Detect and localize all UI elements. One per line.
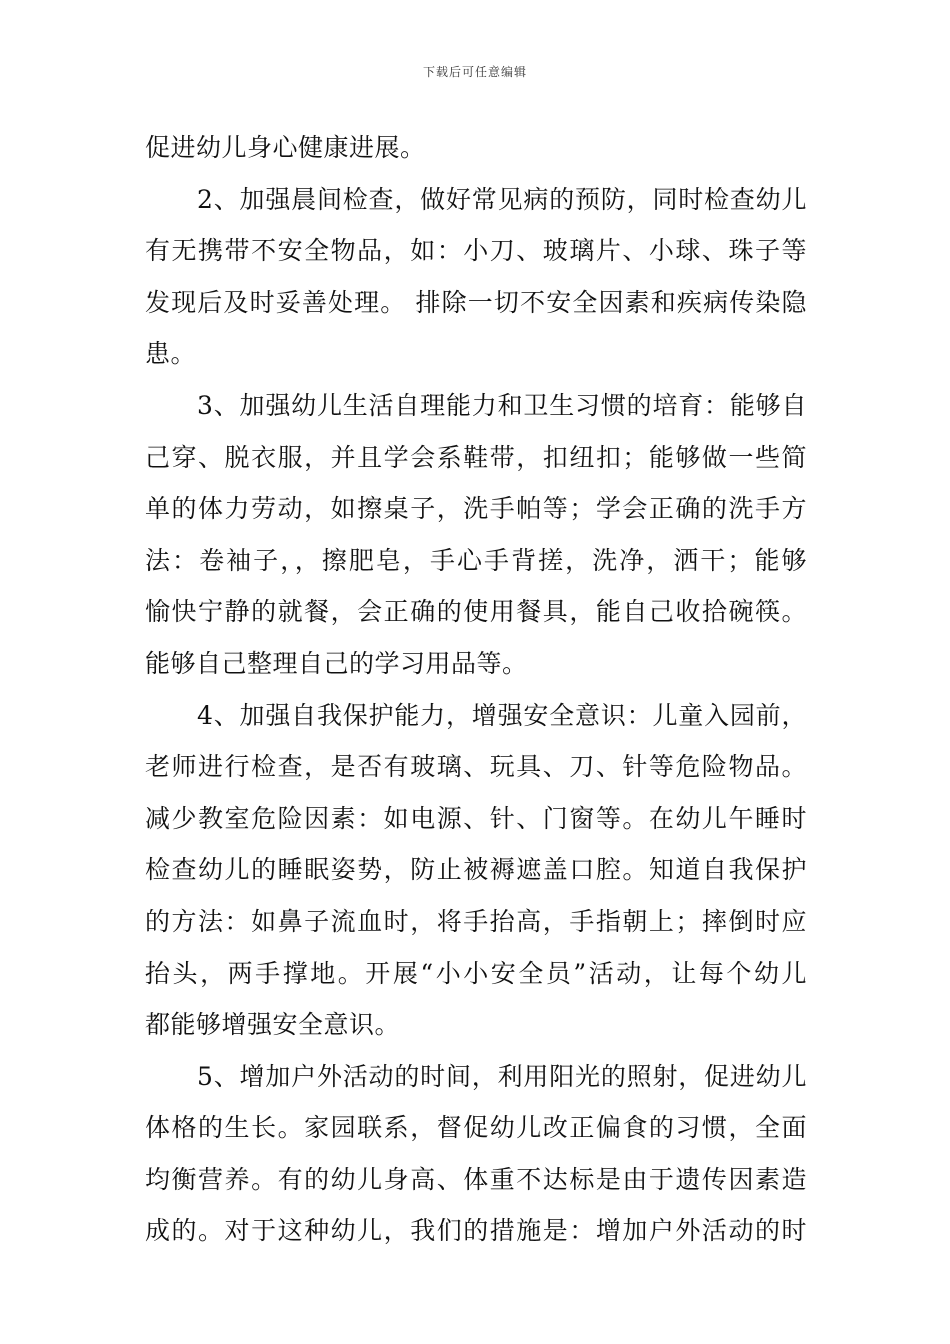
text-line: 愉快宁静的就餐，会正确的使用餐具，能自己收拾碗筷。 [145,597,807,627]
text-line: 患。 [145,339,197,369]
text-line: 单的体力劳动，如擦桌子，洗手帕等；学会正确的洗手方 [145,494,807,524]
text-line: 己穿、脱衣服，并且学会系鞋带，扣纽扣；能够做一些简 [145,442,807,472]
header-note: 下载后可任意编辑 [422,65,527,79]
text-line: 有无携带不安全物品，如：小刀、玻璃片、小球、珠子等 [145,236,807,266]
text-line: 成的。对于这种幼儿，我们的措施是：增加户外活动的时 [145,1216,807,1246]
text-line: 法：卷袖子，，擦肥皂，手心手背搓，洗净，洒干；能够 [145,545,807,575]
text-line: 减少教室危险因素：如电源、针、门窗等。在幼儿午睡时 [145,803,807,833]
text-line: 4、加强自我保护能力，增强安全意识：儿童入园前， [197,700,807,730]
text-line: 均衡营养。有的幼儿身高、体重不达标是由于遗传因素造 [145,1164,807,1194]
text-line: 能够自己整理自己的学习用品等。 [145,648,528,678]
body-text [145,122,807,1257]
text-line: 发现后及时妥善处理。 排除一切不安全因素和疾病传染隐 [145,287,807,317]
text-line: 2、加强晨间检查，做好常见病的预防，同时检查幼儿 [197,184,807,214]
text-line: 5、增加户外活动的时间，利用阳光的照射，促进幼儿 [197,1061,807,1091]
text-line: 促进幼儿身心健康进展。 [145,133,426,162]
text-line: 老师进行检查，是否有玻璃、玩具、刀、针等危险物品。 [145,752,807,782]
text-line: 都能够增强安全意识。 [145,1010,401,1040]
text-line: 3、加强幼儿生活自理能力和卫生习惯的培育：能够自 [197,390,807,420]
text-line: 抬头，两手撑地。开展“小小安全员”活动，让每个幼儿 [145,958,807,988]
text-line: 的方法：如鼻子流血时，将手抬高，手指朝上；摔倒时应 [145,906,807,936]
text-line: 体格的生长。家园联系，督促幼儿改正偏食的习惯，全面 [145,1113,807,1143]
text-line: 检查幼儿的睡眠姿势，防止被褥遮盖口腔。知道自我保护 [145,855,807,885]
